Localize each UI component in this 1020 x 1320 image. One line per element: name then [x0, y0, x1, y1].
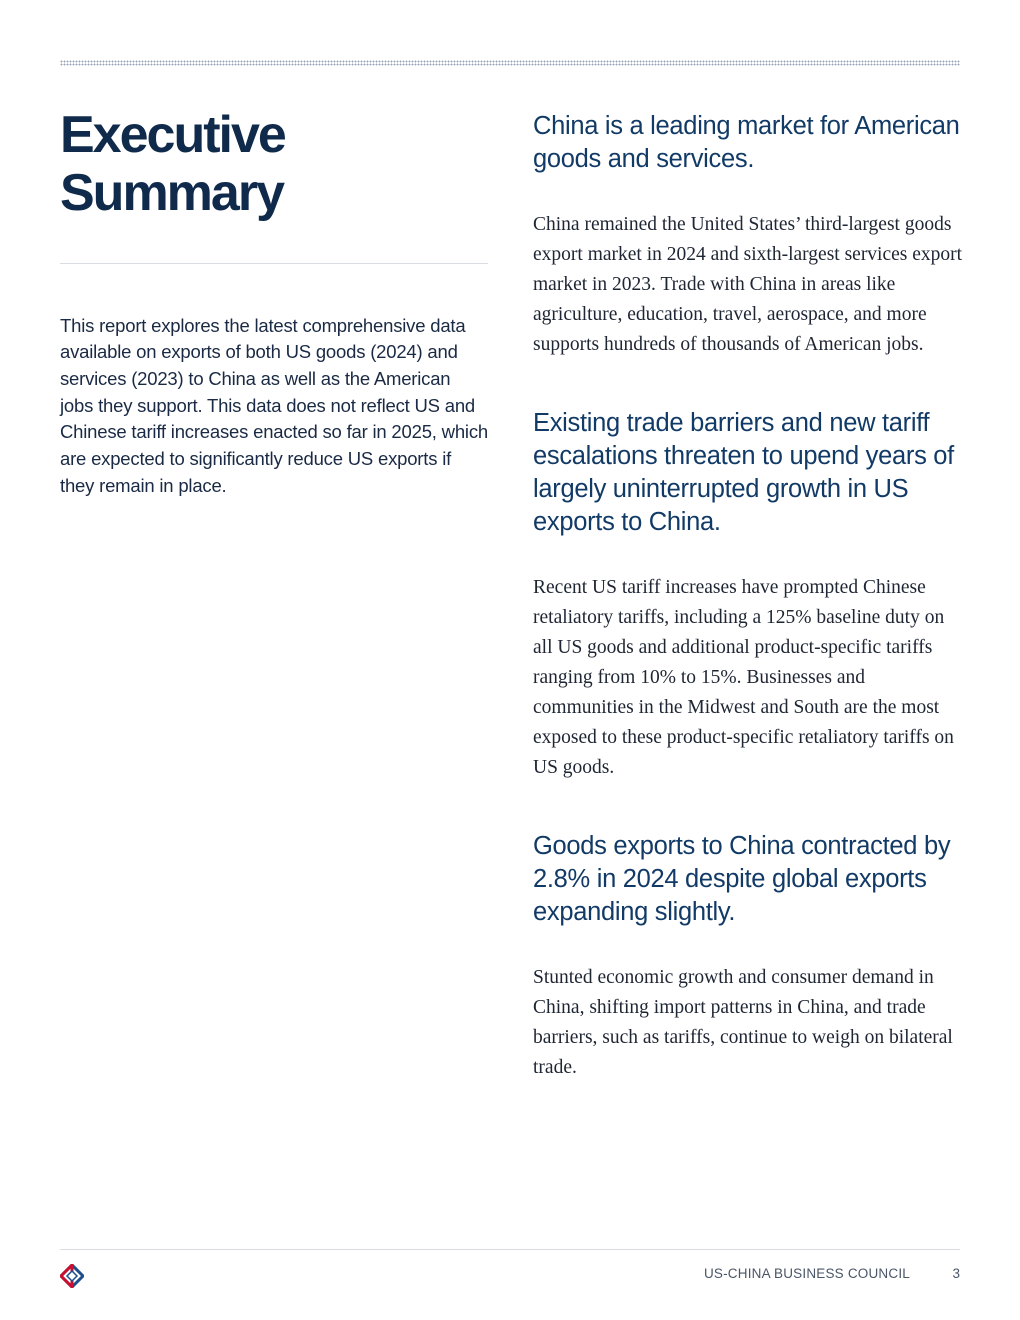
- page-title-line2: Summary: [60, 164, 283, 222]
- section-heading-market: China is a leading market for American goods and services.: [533, 112, 960, 174]
- section-body-market: China remained the United States’ third-largest goods export market in 2024 and sixth-largest services export market in 2023. Trade with China in areas like agriculture, education, travel, aerospace, and more supports hundreds of thousands of American jobs.: [533, 213, 963, 355]
- left-column: [60, 100, 488, 222]
- section-heading-contraction: Goods exports to China contracted by 2.8% in 2024 despite global exports expanding slightly.: [533, 831, 951, 927]
- footer-organization: US-CHINA BUSINESS COUNCIL: [703, 1266, 910, 1281]
- page-number: 3: [952, 1266, 960, 1281]
- page-title: [60, 106, 488, 222]
- intro-paragraph: This report explores the latest comprehensive data available on exports of both US goods (2024) and services (2023) to China as well as the American jobs they support. This data does not reflect US and Chinese tariff increases enacted so far in 2025, which are expected to significantly reduce US exports if they remain in place.: [60, 314, 488, 496]
- section-body-contraction: Stunted economic growth and consumer demand in China, shifting import patterns in China, and trade barriers, such as tariffs, continue to weigh on bilateral trade.: [533, 966, 953, 1078]
- uscbc-logo-icon: [60, 1264, 84, 1288]
- footer-divider: [60, 1249, 960, 1250]
- section-heading-barriers: Existing trade barriers and new tariff escalations threaten to upend years of largely uninterrupted growth in US exports to China.: [533, 408, 954, 537]
- right-column: [533, 110, 963, 1083]
- title-divider: [60, 263, 488, 264]
- section-body-barriers: Recent US tariff increases have prompted Chinese retaliatory tariffs, including a 125% baseline duty on all US goods and additional product-specific tariffs ranging from 10% to 15%. Businesses and communities in the Midwest and South are the most exposed to these product-specific retaliatory tariffs on US goods.: [533, 576, 954, 778]
- page-title-line1: Executive: [60, 106, 285, 164]
- top-dotted-rule: [60, 60, 960, 66]
